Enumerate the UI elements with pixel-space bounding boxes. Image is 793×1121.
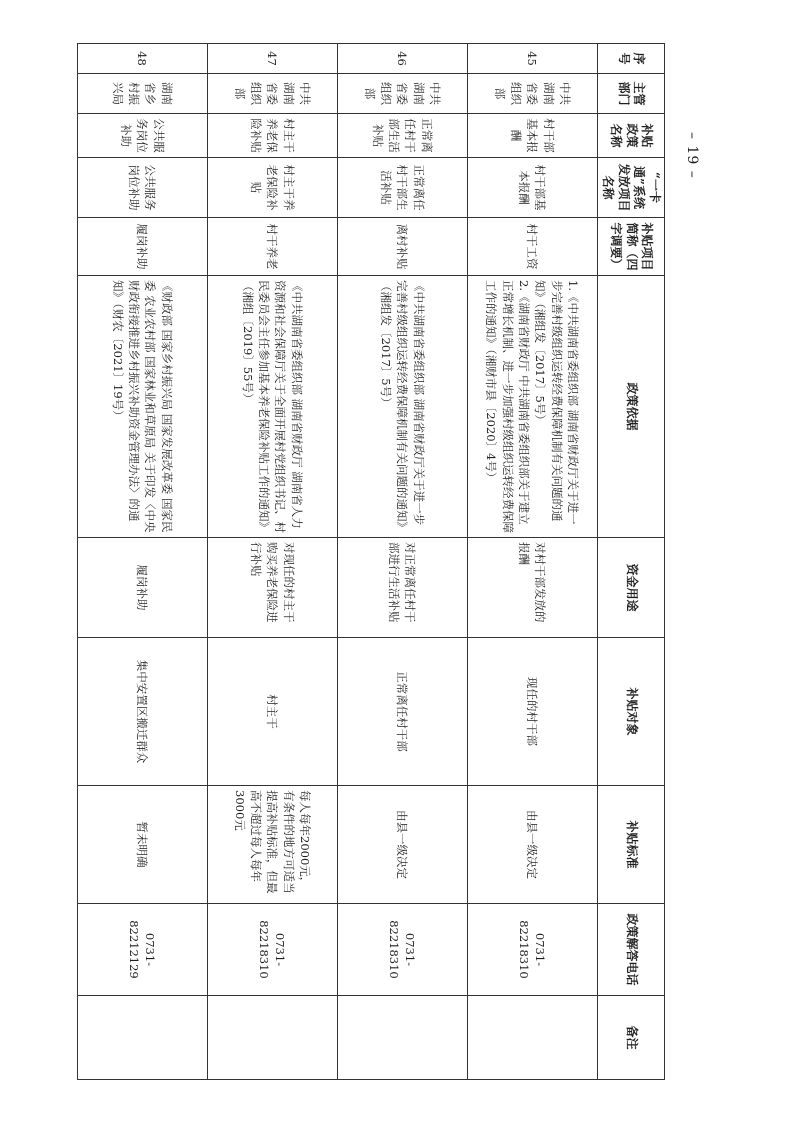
cell-basis [77, 276, 207, 538]
cell-phone: 0731-82218310 [337, 904, 467, 996]
cell-note [207, 996, 337, 1080]
header-basis: 政策依据 [597, 276, 664, 538]
header-system-name: “一卡通”系统发放项目名称 [597, 158, 664, 218]
rotated-table-wrapper [97, 43, 665, 1079]
cell-system-name: 正常离任村干部生活补贴 [337, 158, 467, 218]
cell-policy-name: 村主干养老保险补贴 [207, 114, 337, 158]
basis-item: 《中共湖南省委组织部 湖南省财政厅关于进一步完善村级组织运转经费保障机制有关问题的通知》（湘组发〔2017〕5号） [378, 280, 426, 533]
cell-policy-name: 公共服务岗位补助 [77, 114, 207, 158]
cell-seq: 46 [337, 44, 467, 74]
cell-usage: 对现任的村主干购买养老保险进行补贴 [207, 538, 337, 638]
cell-basis [337, 276, 467, 538]
header-abbrev: 补贴项目简称（四字调要） [597, 218, 664, 276]
cell-seq: 45 [467, 44, 597, 74]
cell-standard: 由县一级决定 [467, 786, 597, 904]
cell-policy-name: 正常离任村干部生活补贴 [337, 114, 467, 158]
header-phone: 政策解答电话 [597, 904, 664, 996]
header-note: 备注 [597, 996, 664, 1080]
basis-item: 2.《湖南省财政厅 中共湖南省委组织部关于建立正常增长机制、进一步加强村级组织运转经费保障工作的通知》（湘财市县〔2020〕4号） [484, 280, 532, 533]
cell-basis [207, 276, 337, 538]
table-row [467, 44, 597, 1080]
cell-abbrev: 村干工资 [467, 218, 597, 276]
basis-item: 1.《中共湖南省委组织部 湖南省财政厅关于进一步完善村级组织运转经费保障机制有关问题的通知》（湘组发〔2017〕5号） [533, 280, 581, 525]
cell-dept: 中共湖南省委组织部 [467, 74, 597, 114]
cell-abbrev: 村干养老 [207, 218, 337, 276]
cell-phone: 0731-82212129 [77, 904, 207, 996]
cell-seq: 48 [77, 44, 207, 74]
cell-usage: 对正常离任村干部进行生活补贴 [337, 538, 467, 638]
cell-policy-name: 村干部基本报酬 [467, 114, 597, 158]
subsidy-policy-table [77, 43, 665, 1080]
table-row [337, 44, 467, 1080]
cell-standard: 由县一级决定 [337, 786, 467, 904]
header-standard: 补贴标准 [597, 786, 664, 904]
header-seq: 序号 [597, 44, 664, 74]
cell-dept: 中共湖南省委组织部 [337, 74, 467, 114]
cell-usage: 对村干部发放的报酬 [467, 538, 597, 638]
table-row [207, 44, 337, 1080]
cell-abbrev: 离村补贴 [337, 218, 467, 276]
header-usage: 资金用途 [597, 538, 664, 638]
header-target: 补贴对象 [597, 638, 664, 786]
cell-target: 村主干 [207, 638, 337, 786]
cell-target: 现任的村干部 [467, 638, 597, 786]
cell-note [337, 996, 467, 1080]
table-header-row [597, 44, 664, 1080]
cell-phone: 0731-82218310 [207, 904, 337, 996]
cell-system-name: 村干部基本报酬 [467, 158, 597, 218]
cell-abbrev: 履岗补助 [77, 218, 207, 276]
page-number: – 19 – [684, 132, 700, 179]
header-dept: 主管部门 [597, 74, 664, 114]
basis-item: 《中共湖南省委组织部 湖南省财政厅 湖南省人力资源和社会保障厅关于全面开展村党组织书记、村民委员会主任参加基本养老保险补贴工作的通知》（湘组〔2019〕55号） [240, 280, 304, 533]
header-policy-name: 补贴政策名称 [597, 114, 664, 158]
cell-note [77, 996, 207, 1080]
cell-standard: 每人每年2000元，有条件的地方可适当提高补贴标准，但最高不超过每人每年3000元 [207, 786, 337, 904]
cell-system-name: 公共服务岗位补助 [77, 158, 207, 218]
table-row [77, 44, 207, 1080]
cell-usage: 履岗补助 [77, 538, 207, 638]
cell-phone: 0731-82218310 [467, 904, 597, 996]
cell-target: 正常离任村干部 [337, 638, 467, 786]
cell-dept: 中共湖南省委组织部 [207, 74, 337, 114]
cell-basis [467, 276, 597, 538]
basis-item: 《财政部 国家乡村振兴局 国家发展改革委 国家民委 农业农村部 国家林业和草原局 关于印发〈中央财政衔接推进乡村振兴补助资金管理办法〉的通知》（财农〔2021〕19号） [110, 280, 174, 533]
cell-note [467, 996, 597, 1080]
cell-seq: 47 [207, 44, 337, 74]
cell-system-name: 村主干养老保险补贴 [207, 158, 337, 218]
cell-dept: 湖南省乡村振兴局 [77, 74, 207, 114]
cell-standard: 暂未明确 [77, 786, 207, 904]
cell-target: 集中安置区搬迁群众 [77, 638, 207, 786]
